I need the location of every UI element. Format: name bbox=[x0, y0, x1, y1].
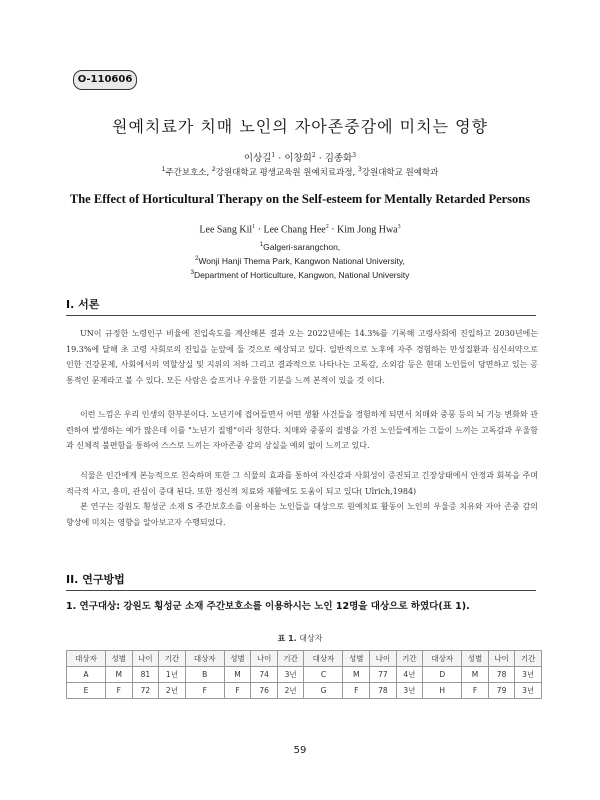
table-header-cell: 나이 bbox=[132, 651, 159, 667]
affil-sup: 3 bbox=[190, 269, 194, 276]
table-header-cell: 나이 bbox=[370, 651, 397, 667]
authors-korean: 이상길$^1$ · 이창희$^2$ · 김종화$^3$ bbox=[243, 151, 357, 164]
table-header-row bbox=[67, 651, 542, 667]
paragraph-text: UN이 규정한 노령인구 비율에 진입속도를 계산해본 결과 오는 2022년에는 14.3%를 기록해 고령사회에 진입하고 2030년에는 19.3%에 달해 초 고령 사회로의 진입을 눈앞에 둘 것으로 예상되고 있다. 일반적으로 노후에 자주 경험하는 만성질환과 심신쇠약으로 인한 건강문제, 사회에서의 역할상실 및 지위의 저하 그리고 결과적으로 나타나는 고독감, 소외감 등은 현대 노인들이 당면하고 있는 공통적인 문제라고 볼 수 있다. 모든 사람은 슬프거나 우울한 기분을 느껴 본적이 있을 것 이다. bbox=[66, 329, 538, 385]
table-header-cell: 성별 bbox=[224, 651, 251, 667]
table-cell: 3년 bbox=[515, 683, 542, 699]
table-header-cell: 성별 bbox=[343, 651, 370, 667]
table-cell: F bbox=[224, 683, 251, 699]
table-cell: E bbox=[67, 683, 106, 699]
table-cell: D bbox=[423, 667, 462, 683]
affil-sup: 1 bbox=[259, 242, 264, 248]
affil-line bbox=[0, 253, 600, 267]
affil-text: 주간보호소, bbox=[165, 168, 210, 178]
table-cell: 78 bbox=[488, 667, 515, 683]
author-sup: 1 bbox=[252, 224, 256, 230]
table-cell: M bbox=[106, 667, 133, 683]
table-caption bbox=[0, 633, 600, 644]
authors-english: Lee Sang Kil$^1$ · Lee Chang Hee$^2$ · Kim Jong Hwa$^3$ bbox=[199, 224, 401, 236]
table-cell: F bbox=[462, 683, 489, 699]
affiliations-korean bbox=[0, 166, 600, 178]
page-number: 59 bbox=[293, 745, 307, 756]
table-cell: 1년 bbox=[159, 667, 186, 683]
author-name: Lee Sang Kil bbox=[199, 224, 253, 236]
subsection-heading-subjects: 1. 연구대상: 강원도 횡성군 소재 주간보호소를 이용하시는 노인 12명을 대상으로 하였다(표 1). bbox=[66, 601, 470, 612]
table-cell: 2년 bbox=[159, 683, 186, 699]
table-header-cell: 기간 bbox=[515, 651, 542, 667]
table-cell: F bbox=[185, 683, 224, 699]
affiliations-english bbox=[0, 239, 600, 280]
table-cell: 4년 bbox=[396, 667, 423, 683]
table-header-cell: 성별 bbox=[462, 651, 489, 667]
section-heading-methods: II. 연구방법 bbox=[66, 571, 536, 591]
table-caption-label: 표 1. bbox=[277, 634, 297, 643]
author-name: 이상길 bbox=[243, 153, 272, 164]
table-cell: 2년 bbox=[277, 683, 304, 699]
table-cell: 3년 bbox=[277, 667, 304, 683]
author-name: 이창희 bbox=[284, 153, 312, 164]
table-header-cell: 기간 bbox=[159, 651, 186, 667]
affil-text: 강원대학교 평생교육원 원예치료과정, bbox=[215, 168, 356, 178]
table-header-cell: 기간 bbox=[396, 651, 423, 667]
table-header-cell: 대상자 bbox=[67, 651, 106, 667]
affil-line bbox=[0, 239, 600, 253]
table-cell: G bbox=[304, 683, 343, 699]
author-name: Lee Chang Hee bbox=[263, 224, 326, 236]
table-header-cell: 대상자 bbox=[185, 651, 224, 667]
affil-sup: 1 bbox=[161, 166, 166, 174]
table-cell: C bbox=[304, 667, 343, 683]
author-sup: 2 bbox=[325, 224, 329, 230]
table-cell: M bbox=[224, 667, 251, 683]
author-sup: 3 bbox=[352, 151, 357, 159]
affil-sup: 2 bbox=[211, 166, 216, 174]
author-sup: 1 bbox=[271, 151, 276, 159]
table-header-cell: 나이 bbox=[488, 651, 515, 667]
author-name: Kim Jong Hwa bbox=[337, 224, 398, 236]
paper-id-badge: O-110606 bbox=[73, 70, 137, 90]
subjects-table bbox=[66, 650, 542, 699]
table-cell: F bbox=[343, 683, 370, 699]
table-cell: 78 bbox=[370, 683, 397, 699]
table-cell: 72 bbox=[132, 683, 159, 699]
affil-text: Department of Horticulture, Kangwon, National University bbox=[193, 269, 410, 280]
table-cell: 74 bbox=[251, 667, 278, 683]
table-cell: H bbox=[423, 683, 462, 699]
intro-paragraph-1 bbox=[66, 326, 538, 388]
paragraph-text: 이런 느낌은 우리 인생의 한부분이다. 노년기에 접어들면서 어떤 생활 사건들을 경험하게 되면서 치매와 중풍 등의 뇌 기능 변화와 관련하여 발생하는 예가 많은데 이를 "노년기 질병"이라 칭한다. 치매와 중풍의 질병을 가진 노인들에게는 그들이 느끼는 고독감과 우울함과 신체적 불편함을 통하여 스스로 느끼는 자아존중 감의 상실을 예외 없이 느끼고 있다. bbox=[66, 410, 538, 450]
affil-line bbox=[0, 267, 600, 281]
table-cell: 81 bbox=[132, 667, 159, 683]
table-header-cell: 성별 bbox=[106, 651, 133, 667]
table-cell: 3년 bbox=[515, 667, 542, 683]
table-header-cell: 대상자 bbox=[304, 651, 343, 667]
paper-title-english: The Effect of Horticultural Therapy on the Self-esteem for Mentally Retarded Persons bbox=[69, 192, 531, 206]
table-cell: M bbox=[462, 667, 489, 683]
paper-title-korean: 원예치료가 치매 노인의 자아존중감에 미치는 영향 bbox=[111, 117, 488, 136]
table-header-cell: 기간 bbox=[277, 651, 304, 667]
table-cell: F bbox=[106, 683, 133, 699]
table-cell: 79 bbox=[488, 683, 515, 699]
table-cell: 76 bbox=[251, 683, 278, 699]
author-sup: 3 bbox=[397, 224, 401, 230]
table-cell: B bbox=[185, 667, 224, 683]
table-header-cell: 대상자 bbox=[423, 651, 462, 667]
author-name: 김종화 bbox=[324, 153, 353, 164]
table-cell: A bbox=[67, 667, 106, 683]
table-header-cell: 나이 bbox=[251, 651, 278, 667]
table-cell: M bbox=[343, 667, 370, 683]
paragraph-text: 본 연구는 강원도 횡성군 소재 S 주간보호소를 이용하는 노인들을 대상으로 원예치료 활동이 노인의 우울증 치유와 자아 존중 감의 향상에 미치는 영향을 알아보고자 수행되었다. bbox=[66, 502, 538, 527]
author-sup: 2 bbox=[311, 151, 316, 159]
section-heading-introduction: I. 서론 bbox=[66, 296, 536, 316]
intro-paragraph-2 bbox=[66, 407, 538, 454]
affil-text: Galgeri-sarangchon, bbox=[263, 241, 341, 252]
table-caption-text: 대상자 bbox=[299, 634, 323, 643]
affil-sup: 3 bbox=[357, 166, 362, 174]
intro-paragraph-3-4 bbox=[66, 468, 538, 530]
table-row bbox=[67, 683, 542, 699]
affil-sup: 2 bbox=[195, 255, 199, 262]
paragraph-text: 식물은 인간에게 본능적으로 친숙하며 또한 그 식물의 효과를 통하여 자신감과 사회성이 증진되고 긴장상태에서 안정과 회복을 주며 적극적 사고, 흥미, 관심이 증대 된다. 또한 정신적 치료와 재활에도 도움이 되고 있다( Ulrich,1984) bbox=[66, 471, 538, 496]
table-cell: 3년 bbox=[396, 683, 423, 699]
table-row bbox=[67, 667, 542, 683]
affil-text: Wonji Hanji Thema Park, Kangwon National University, bbox=[198, 255, 405, 266]
table-cell: 77 bbox=[370, 667, 397, 683]
affil-text: 강원대학교 원예학과 bbox=[361, 168, 439, 178]
